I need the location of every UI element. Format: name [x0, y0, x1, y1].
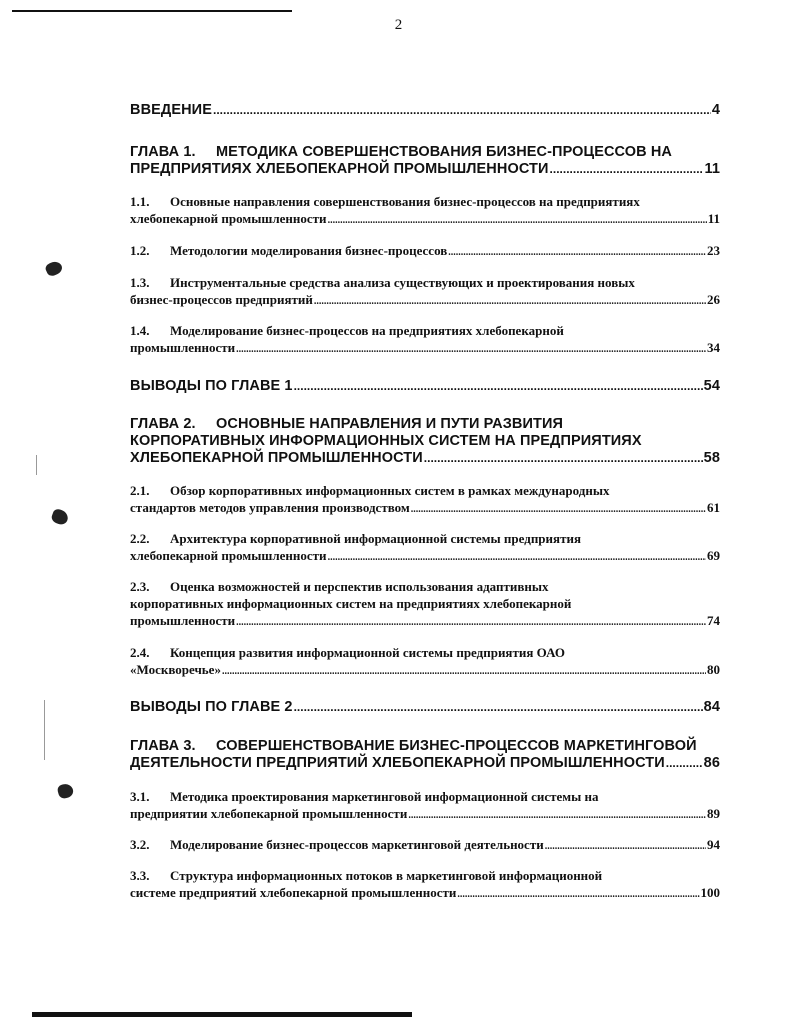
toc-chapter-3[interactable] [130, 738, 720, 772]
section-title-line: Структура информационных потоков в маркетинговой информационной [170, 868, 603, 883]
chapter-title-line: ОСНОВНЫЕ НАПРАВЛЕНИЯ И ПУТИ РАЗВИТИЯ [216, 416, 564, 432]
page-number: 2 [394, 17, 403, 33]
dot-leader [236, 339, 706, 358]
section-title-line: Инструментальные средства анализа существующих и проектирования новых [170, 275, 635, 290]
section-number: 1.1. [130, 194, 150, 209]
section-number: 2.2. [130, 531, 150, 546]
section-number: 3.3. [130, 868, 150, 883]
chapter-title-line: ПРЕДПРИЯТИЯХ ХЛЕБОПЕКАРНОЙ ПРОМЫШЛЕННОСТИ [130, 161, 549, 177]
chapter-label: ГЛАВА 2. [130, 416, 196, 432]
scan-mark [44, 259, 64, 278]
section-title-line: хлебопекарной промышленности [130, 548, 327, 563]
bottom-rule [32, 1012, 412, 1017]
section-page: 11 [707, 211, 720, 226]
chapter-page: 11 [704, 161, 720, 177]
section-title-line: системе предприятий хлебопекарной промышленности [130, 885, 457, 900]
toc-section-1-1[interactable] [130, 193, 720, 229]
section-number: 2.4. [130, 645, 150, 660]
section-page: 94 [707, 837, 720, 852]
dot-leader [314, 291, 706, 310]
toc-section-2-1[interactable] [130, 482, 720, 518]
toc-intro[interactable] [130, 102, 720, 119]
section-title-line: бизнес-процессов предприятий [130, 292, 313, 307]
chapter-title-line: МЕТОДИКА СОВЕРШЕНСТВОВАНИЯ БИЗНЕС-ПРОЦЕССОВ НА [216, 144, 672, 160]
chapter-label: ГЛАВА 3. [130, 738, 196, 754]
section-page: 61 [707, 500, 720, 515]
section-title-line: Основные направления совершенствования бизнес-процессов на предприятиях [170, 194, 640, 209]
toc-section-3-2[interactable] [130, 836, 720, 855]
section-page: 69 [707, 548, 720, 563]
section-title-line: предприятии хлебопекарной промышленности [130, 806, 408, 821]
section-title-line: Методика проектирования маркетинговой информационной системы на [170, 789, 599, 804]
dot-leader [457, 884, 699, 903]
conclusions-title: ВЫВОДЫ ПО ГЛАВЕ 1 [130, 378, 293, 394]
section-title-line: Архитектура корпоративной информационной системы предприятия [170, 531, 581, 546]
dot-leader [213, 102, 711, 119]
dot-leader [294, 378, 703, 395]
chapter-title-line: ХЛЕБОПЕКАРНОЙ ПРОМЫШЛЕННОСТИ [130, 450, 423, 466]
section-page: 100 [700, 885, 720, 900]
conclusions-title: ВЫВОДЫ ПО ГЛАВЕ 2 [130, 699, 293, 715]
section-number: 2.3. [130, 579, 150, 594]
section-number: 1.3. [130, 275, 150, 290]
conclusions-page: 54 [703, 378, 720, 394]
chapter-page: 58 [703, 450, 720, 466]
section-title-line: Моделирование бизнес-процессов на предприятиях хлебопекарной [170, 323, 564, 338]
dot-leader [222, 661, 706, 680]
dot-leader [294, 699, 703, 716]
chapter-title-line: СОВЕРШЕНСТВОВАНИЕ БИЗНЕС-ПРОЦЕССОВ МАРКЕТИНГОВОЙ [216, 738, 697, 754]
dot-leader [550, 161, 704, 178]
toc-intro-title: ВВЕДЕНИЕ [130, 102, 212, 118]
section-number: 1.2. [130, 243, 150, 258]
toc-section-3-1[interactable] [130, 788, 720, 824]
toc-section-3-3[interactable] [130, 867, 720, 903]
chapter-title-line: ДЕЯТЕЛЬНОСТИ ПРЕДПРИЯТИЙ ХЛЕБОПЕКАРНОЙ ПРОМЫШЛЕННОСТИ [130, 755, 665, 771]
scan-mark [50, 508, 70, 527]
toc-intro-page: 4 [711, 102, 720, 118]
toc-chapter-1[interactable] [130, 144, 720, 178]
section-page: 34 [707, 340, 720, 355]
section-title-line: Концепция развития информационной системы предприятия ОАО [170, 645, 565, 660]
section-title-line: корпоративных информационных систем на предприятиях хлебопекарной [130, 596, 572, 611]
section-title-line: Методологии моделирования бизнес-процессов [170, 243, 448, 258]
section-number: 3.2. [130, 837, 150, 852]
dot-leader [328, 547, 706, 566]
toc-section-1-4[interactable] [130, 322, 720, 358]
dot-leader [236, 612, 706, 631]
dot-leader [411, 499, 706, 518]
section-page: 89 [707, 806, 720, 821]
section-title-line: промышленности [130, 340, 236, 355]
scan-mark [56, 782, 74, 799]
chapter-label: ГЛАВА 1. [130, 144, 196, 160]
section-page: 23 [707, 243, 720, 258]
section-page: 74 [707, 613, 720, 628]
section-number: 2.1. [130, 483, 150, 498]
dot-leader [448, 242, 706, 261]
toc-section-1-3[interactable] [130, 274, 720, 310]
section-title-line: Оценка возможностей и перспектив использования адаптивных [170, 579, 549, 594]
toc-section-1-2[interactable] [130, 242, 720, 261]
section-title-line: Обзор корпоративных информационных систем в рамках международных [170, 483, 610, 498]
toc-conclusions-1[interactable] [130, 378, 720, 395]
toc-section-2-4[interactable] [130, 644, 720, 680]
dot-leader [666, 755, 703, 772]
scan-line [44, 700, 45, 760]
dot-leader [545, 836, 706, 855]
section-page: 26 [707, 292, 720, 307]
section-title-line: Моделирование бизнес-процессов маркетинговой деятельности [170, 837, 544, 852]
section-title-line: промышленности [130, 613, 236, 628]
chapter-title-line: КОРПОРАТИВНЫХ ИНФОРМАЦИОННЫХ СИСТЕМ НА ПРЕДПРИЯТИЯХ [130, 433, 642, 449]
toc-section-2-3[interactable] [130, 578, 720, 631]
scan-line [36, 455, 37, 475]
dot-leader [328, 210, 707, 229]
toc-conclusions-2[interactable] [130, 699, 720, 716]
toc-chapter-2[interactable] [130, 416, 720, 467]
section-title-line: стандартов методов управления производством [130, 500, 410, 515]
dot-leader [424, 450, 703, 467]
top-rule [12, 10, 292, 12]
dot-leader [408, 805, 706, 824]
section-number: 3.1. [130, 789, 150, 804]
section-title-line: «Москворечье» [130, 662, 221, 677]
section-number: 1.4. [130, 323, 150, 338]
toc-section-2-2[interactable] [130, 530, 720, 566]
chapter-page: 86 [703, 755, 720, 771]
conclusions-page: 84 [703, 699, 720, 715]
section-title-line: хлебопекарной промышленности [130, 211, 327, 226]
section-page: 80 [707, 662, 720, 677]
